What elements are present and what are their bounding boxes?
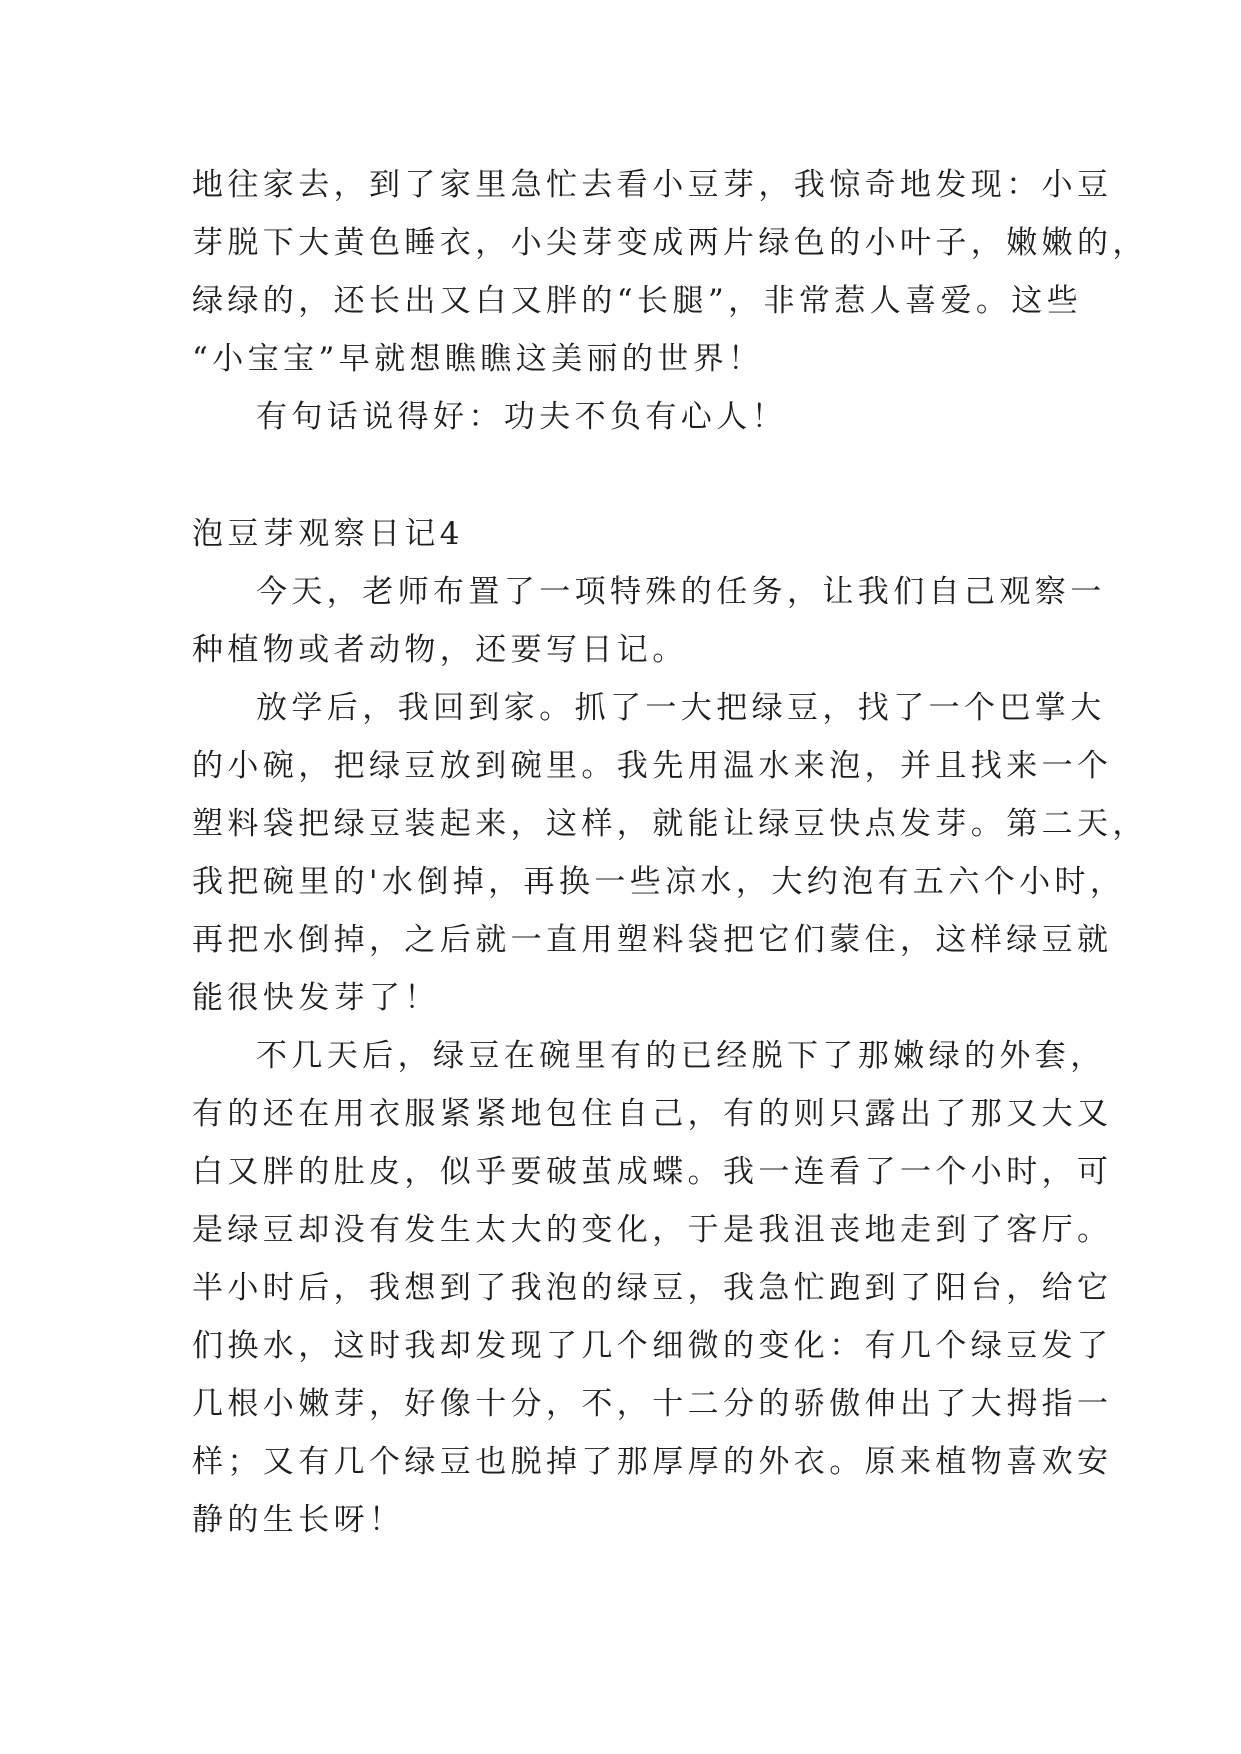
body-text-line: 半小时后，我想到了我泡的绿豆，我急忙跑到了阳台，给它 xyxy=(192,1270,1113,1306)
body-text-line: 再把水倒掉，之后就一直用塑料袋把它们蒙住，这样绿豆就 xyxy=(192,922,1113,958)
body-text-line: 有的还在用衣服紧紧地包住自己，有的则只露出了那又大又 xyxy=(192,1096,1113,1132)
body-text-line: 的小碗，把绿豆放到碗里。我先用温水来泡，并且找来一个 xyxy=(192,748,1113,784)
body-text-line: 芽脱下大黄色睡衣，小尖芽变成两片绿色的小叶子，嫩嫩的， xyxy=(192,225,1148,261)
body-text-line: 能很快发芽了！ xyxy=(192,980,440,1016)
body-text-line: 样；又有几个绿豆也脱掉了那厚厚的外衣。原来植物喜欢安 xyxy=(192,1444,1113,1480)
body-text-line: 绿绿的，还长出又白又胖的“长腿”，非常惹人喜爱。这些 xyxy=(192,283,1083,319)
body-text-line: 放学后，我回到家。抓了一大把绿豆，找了一个巴掌大 xyxy=(256,690,1106,726)
body-text-line: 白又胖的肚皮，似乎要破茧成蝶。我一连看了一个小时，可 xyxy=(192,1154,1113,1190)
body-text-line: 种植物或者动物，还要写日记。 xyxy=(192,632,688,668)
section-heading: 泡豆芽观察日记4 xyxy=(192,516,464,552)
body-text-line: 我把碗里的'水倒掉，再换一些凉水，大约泡有五六个小时， xyxy=(192,864,1126,900)
body-text-line: 塑料袋把绿豆装起来，这样，就能让绿豆快点发芽。第二天， xyxy=(192,806,1148,842)
body-text-line: “小宝宝”早就想瞧瞧这美丽的世界！ xyxy=(192,341,764,377)
body-text-line: 是绿豆却没有发生太大的变化，于是我沮丧地走到了客厅。 xyxy=(192,1212,1113,1248)
body-text-line: 今天，老师布置了一项特殊的任务，让我们自己观察一 xyxy=(256,574,1106,610)
body-text-line: 静的生长呀！ xyxy=(192,1502,405,1538)
body-text-line: 地往家去，到了家里急忙去看小豆芽，我惊奇地发现：小豆 xyxy=(192,167,1113,203)
body-text-line: 们换水，这时我却发现了几个细微的变化：有几个绿豆发了 xyxy=(192,1328,1113,1364)
body-text-line: 有句话说得好：功夫不负有心人！ xyxy=(256,399,787,435)
body-text-line: 不几天后，绿豆在碗里有的已经脱下了那嫩绿的外套， xyxy=(256,1038,1106,1074)
body-text-line: 几根小嫩芽，好像十分，不，十二分的骄傲伸出了大拇指一 xyxy=(192,1386,1113,1422)
